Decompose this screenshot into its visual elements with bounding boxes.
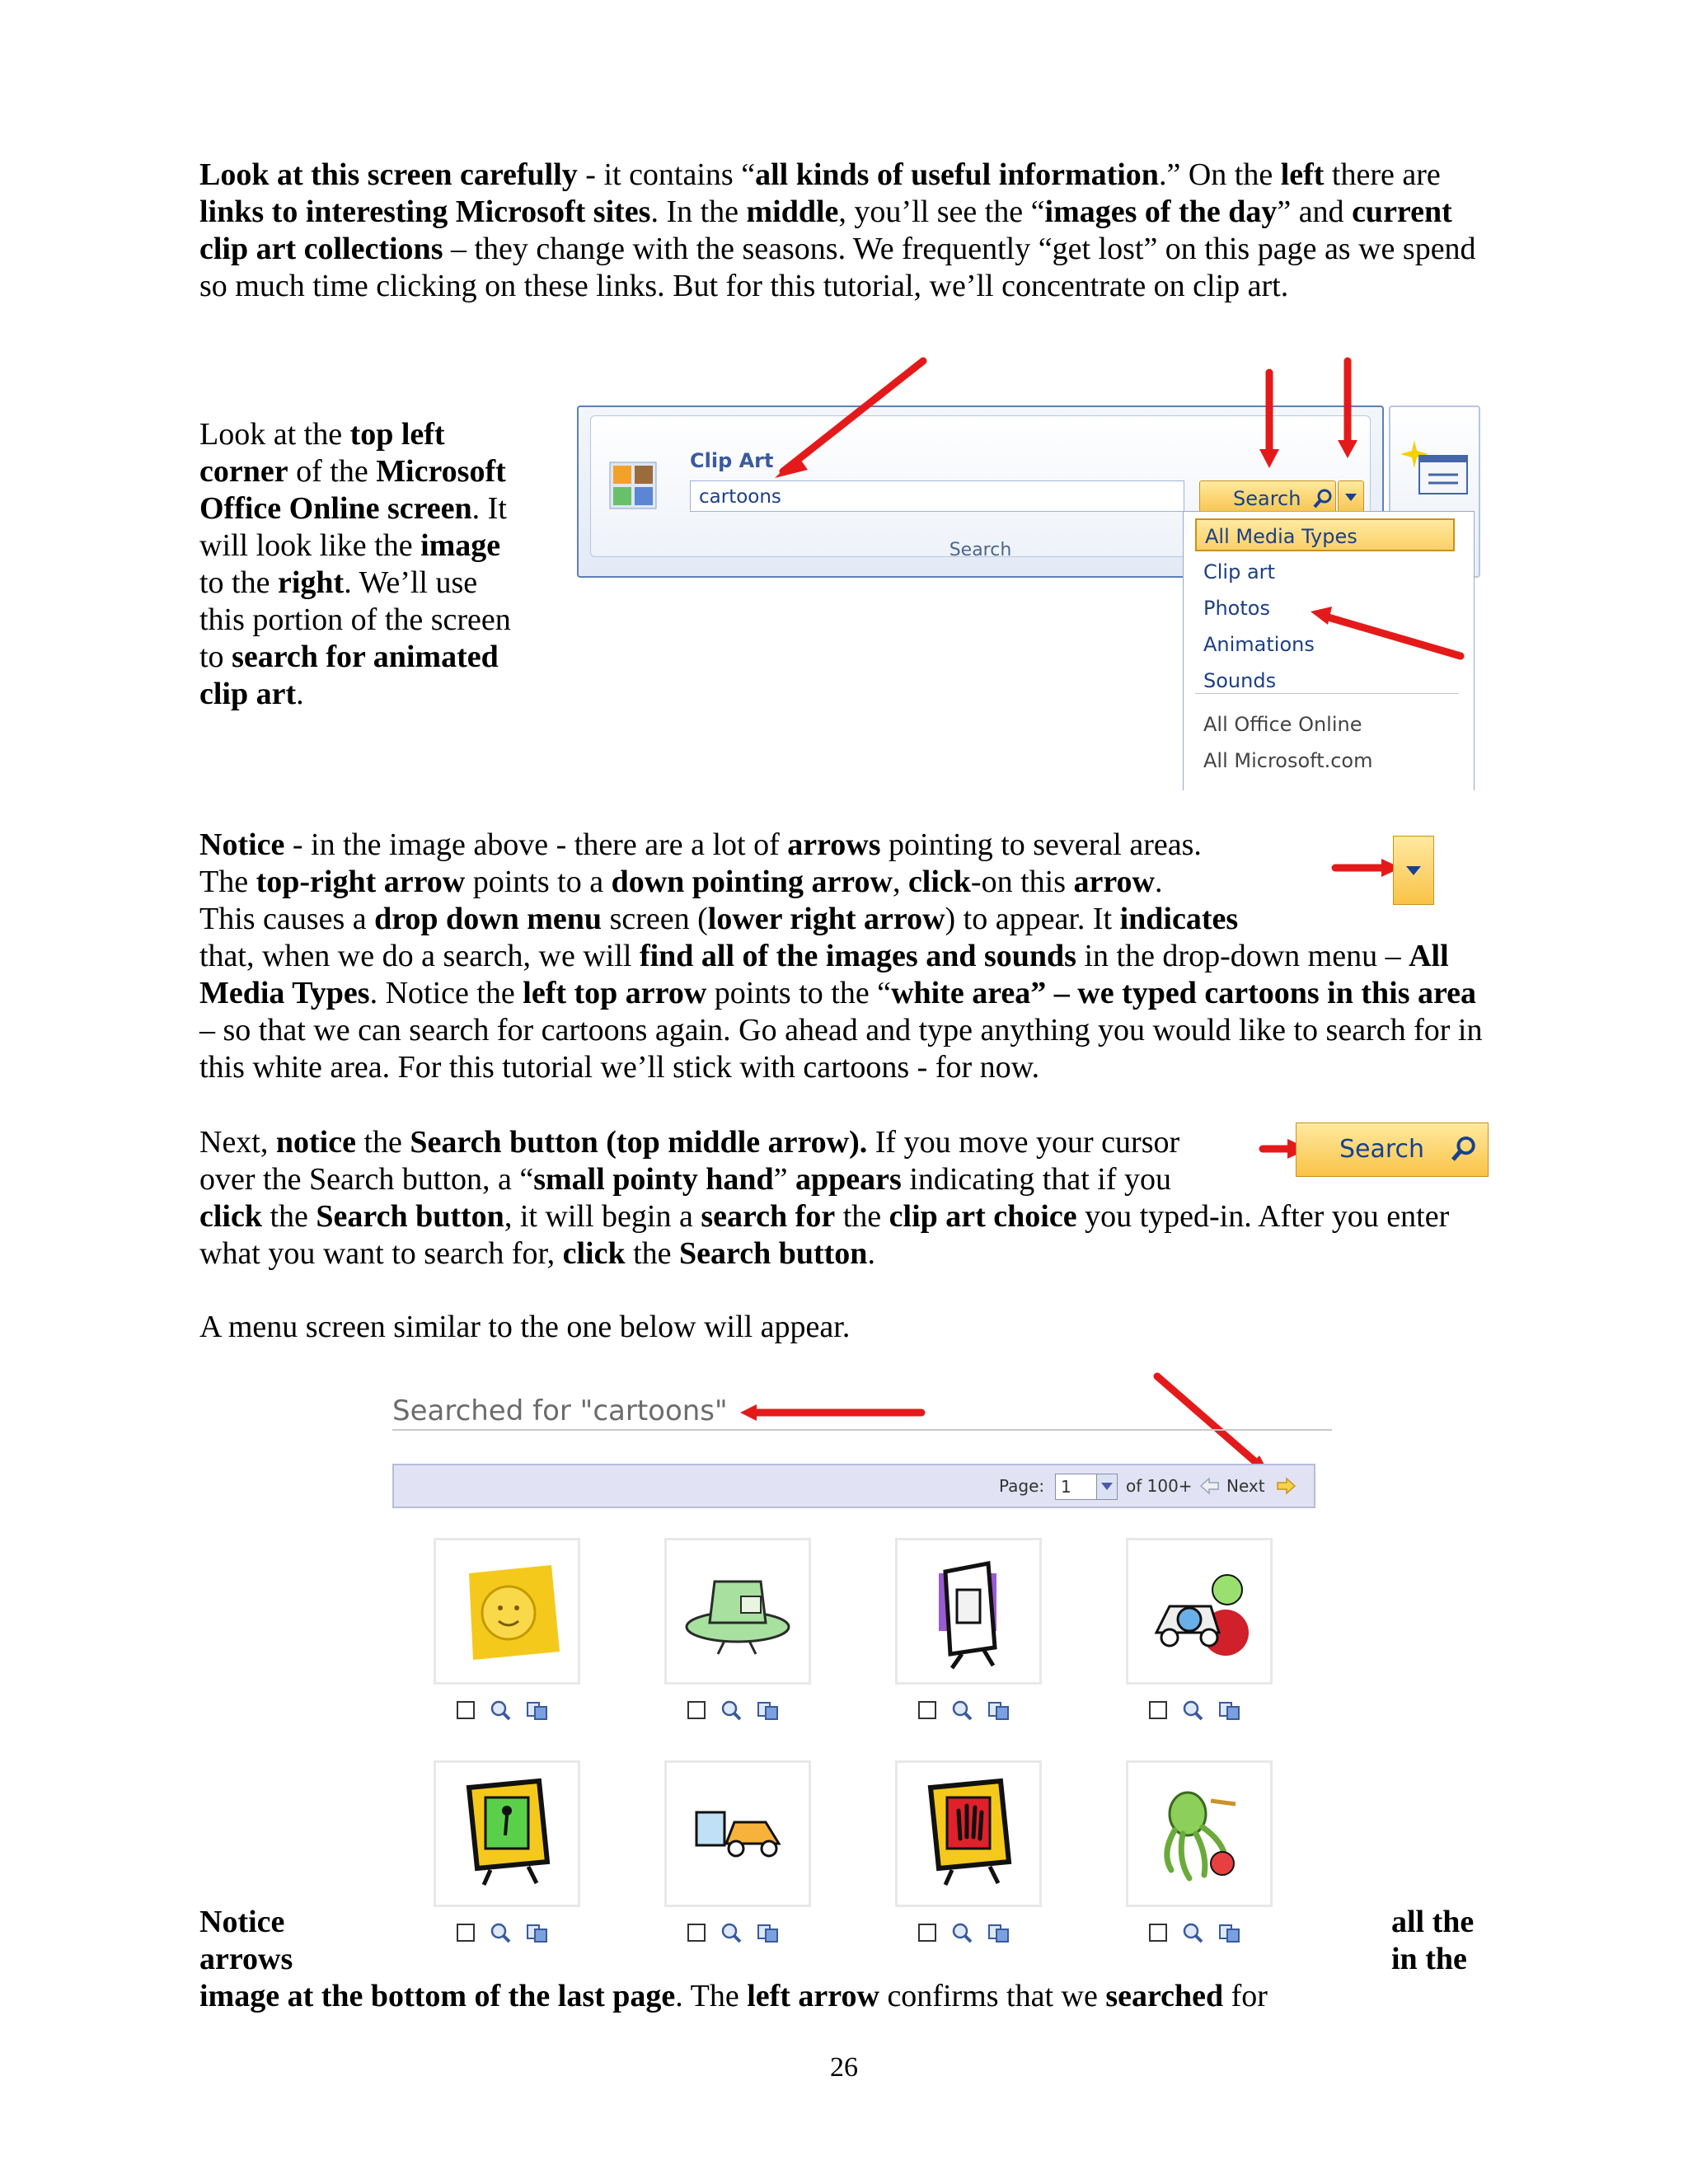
text: over the Search button, a “ [199, 1162, 534, 1197]
thumbnail-actions [457, 1698, 564, 1722]
text: that, when we do a search, we will [199, 939, 640, 973]
select-checkbox[interactable] [457, 1701, 475, 1719]
text: . In the [650, 194, 747, 229]
page-label: Page: [999, 1476, 1045, 1496]
search-button-label: Search [1233, 487, 1301, 510]
text: the [835, 1199, 889, 1234]
thumbnail-actions [918, 1920, 1025, 1945]
text: to the [199, 565, 278, 600]
arrow-to-photos [1311, 607, 1461, 656]
text-bold: image at the bottom of the last page [199, 1979, 676, 2013]
text: – so that we can search for cartoons again. Go ahead and type anything you would like to search for in this white area. For this tutorial we’ll stick with cartoons - for now. [199, 1013, 1483, 1085]
text: pointing to several areas. [880, 827, 1202, 862]
text: ) to appear. It [945, 902, 1120, 936]
text: , [892, 865, 908, 899]
clip-art-thumbnail[interactable] [1126, 1538, 1273, 1685]
title-divider [392, 1429, 1332, 1431]
copy-icon[interactable] [526, 1701, 549, 1721]
text-bold: top-right arrow [256, 865, 466, 899]
searched-for-title: Searched for "cartoons" [392, 1394, 728, 1427]
text: . We’ll use this portion of the screen to [199, 565, 511, 674]
next-link[interactable]: Next [1226, 1476, 1265, 1496]
clip-art-thumbnail[interactable] [434, 1538, 580, 1685]
preview-magnifier-icon[interactable] [490, 1699, 511, 1721]
text-bold: click [199, 1199, 262, 1234]
copy-icon[interactable] [757, 1701, 780, 1721]
text-bold: All Media Types [199, 939, 1449, 1010]
search-input[interactable]: cartoons [690, 480, 1184, 512]
text-bold: ” – we typed cartoons in this area [1030, 976, 1477, 1010]
text-bold: appears [795, 1162, 902, 1197]
final-paragraph-left-part [199, 1904, 293, 1978]
text-bold: left [1280, 157, 1325, 192]
text: Next, [199, 1125, 276, 1160]
arrow-to-white-area [775, 361, 923, 478]
previous-arrow-icon[interactable] [1200, 1477, 1220, 1495]
car-clip-art-icon [1128, 1540, 1270, 1682]
menu-item-all-office-online[interactable]: All Office Online [1203, 713, 1362, 736]
text-bold: all the [1391, 1905, 1475, 1939]
arrow-to-dropdown-button [1338, 361, 1357, 458]
page-number: 26 [830, 2052, 858, 2083]
walk-sign-clip-art-icon [436, 1763, 578, 1905]
text: the [355, 1125, 410, 1160]
thumbnail-actions [457, 1920, 564, 1945]
text-bold: search for animated clip art [199, 640, 499, 711]
text: of the [288, 454, 377, 489]
search-button-paragraph [199, 1124, 1485, 1272]
final-paragraph-continuation [199, 1978, 1485, 2015]
text: you typed-in. After you enter what you want to search for, [199, 1199, 1450, 1271]
thumbnail-actions [1149, 1920, 1256, 1945]
text: for [1223, 1979, 1268, 2013]
text: – they change with the seasons. We frequently “get lost” on this page as we spend so much time clicking on these links. But for this tutorial, we’ll concentrate on clip art. [199, 232, 1476, 303]
text-bold: arrows [787, 827, 881, 862]
chevron-down-icon [1406, 866, 1421, 876]
text-bold: Notice [199, 1905, 285, 1939]
thumbnail-actions [687, 1920, 795, 1945]
text-bold: top left corner [199, 417, 445, 489]
text-bold: left top arrow [523, 976, 707, 1010]
text: the [261, 1199, 316, 1234]
text-bold: arrow [1073, 865, 1155, 899]
copy-icon[interactable] [1218, 1701, 1241, 1721]
select-checkbox[interactable] [1149, 1701, 1167, 1719]
text-bold: lower right arrow [707, 902, 945, 936]
select-checkbox[interactable] [687, 1924, 706, 1942]
text-bold: clip art choice [889, 1199, 1077, 1234]
text: . [296, 677, 304, 711]
text-bold: drop down menu [374, 902, 603, 936]
clip-art-title: Clip Art [690, 449, 774, 472]
page-select-arrow[interactable] [1096, 1474, 1117, 1499]
text: points to the “ [706, 976, 892, 1010]
text: - it contains “ [577, 157, 756, 192]
text: ” [773, 1162, 796, 1197]
text-bold: left arrow [747, 1979, 879, 2013]
text: in the drop-down menu – [1076, 939, 1409, 973]
text-bold: down pointing arrow [611, 865, 893, 899]
preview-magnifier-icon[interactable] [720, 1699, 742, 1721]
preview-magnifier-icon[interactable] [1182, 1699, 1203, 1721]
text: If you move your cursor [867, 1125, 1180, 1160]
select-checkbox[interactable] [687, 1701, 706, 1719]
text-bold: Search button [679, 1236, 868, 1271]
text-bold: image [420, 528, 501, 563]
text: confirms that we [879, 1979, 1106, 2013]
text: , it will begin a [504, 1199, 701, 1234]
text: - in the image above - there are a lot of [284, 827, 788, 862]
text: ” and [1277, 194, 1353, 229]
menu-item-all-microsoft-com[interactable]: All Microsoft.com [1203, 749, 1373, 772]
page-select-value: 1 [1061, 1477, 1071, 1497]
pagination-bar [392, 1464, 1315, 1508]
text: screen ( [602, 902, 708, 936]
text: . The [675, 1979, 748, 2013]
text-bold: Notice [199, 827, 285, 862]
text-bold: Search button (top middle arrow). [410, 1125, 868, 1160]
text: . [867, 1236, 875, 1271]
text: .” On the [1158, 157, 1281, 192]
copy-icon[interactable] [526, 1924, 549, 1943]
next-arrow-icon[interactable] [1276, 1477, 1296, 1495]
chevron-down-icon [1101, 1483, 1113, 1491]
text-bold: images of the day [1044, 194, 1278, 229]
select-checkbox[interactable] [1149, 1924, 1167, 1942]
clip-art-thumbnail[interactable] [664, 1760, 811, 1907]
clip-art-thumbnail[interactable] [895, 1760, 1042, 1907]
select-checkbox[interactable] [918, 1924, 936, 1942]
text: Look at the [199, 417, 350, 452]
text: indicating that if you [901, 1162, 1171, 1197]
preview-magnifier-icon[interactable] [490, 1922, 511, 1943]
text: -on this [970, 865, 1074, 899]
sun-clip-art-icon [436, 1540, 578, 1682]
preview-magnifier-icon[interactable] [951, 1699, 973, 1721]
text-bold: small pointy hand [533, 1162, 774, 1197]
clip-art-thumbnail[interactable] [1126, 1760, 1273, 1907]
menu-screen-paragraph [199, 1309, 1485, 1346]
text: . [1154, 865, 1163, 899]
text-bold: searched [1105, 1979, 1224, 2013]
final-paragraph-right-part [1391, 1904, 1474, 1978]
text-bold: middle [746, 194, 839, 229]
text: , you’ll see the “ [838, 194, 1045, 229]
clip-art-thumbnail[interactable] [895, 1538, 1042, 1685]
select-checkbox[interactable] [457, 1924, 475, 1942]
search-icon [1450, 1135, 1478, 1163]
menu-item-animations[interactable]: Animations [1203, 633, 1315, 656]
select-checkbox[interactable] [918, 1701, 936, 1719]
search-results-screenshot [392, 1386, 1325, 1963]
copy-icon[interactable] [987, 1701, 1010, 1721]
copy-icon[interactable] [757, 1924, 780, 1943]
text-bold: white area [891, 976, 1031, 1010]
menu-item-sounds[interactable]: Sounds [1203, 669, 1277, 692]
gas-pump-clip-art-icon [898, 1540, 1039, 1682]
text-bold: Microsoft Office Online screen [199, 454, 506, 526]
text-bold: current clip art collections [199, 194, 1452, 266]
page-select[interactable] [1055, 1474, 1118, 1500]
arrow-to-search-button [1259, 373, 1279, 468]
text-bold: click [907, 865, 971, 899]
notice-arrows-paragraph [199, 827, 1485, 1086]
text-bold: notice [275, 1125, 356, 1160]
copy-icon[interactable] [1218, 1924, 1241, 1943]
hat-clip-art-icon [667, 1540, 809, 1682]
text-bold: in the [1391, 1942, 1467, 1976]
menu-item-clip-art[interactable]: Clip art [1203, 560, 1275, 583]
text-bold: Look at this screen carefully [199, 157, 578, 192]
thumbnail-actions [687, 1698, 795, 1722]
copy-icon[interactable] [987, 1924, 1010, 1943]
text: This causes a [199, 902, 375, 936]
search-button-thumbnail [1296, 1122, 1489, 1177]
text: the [625, 1236, 680, 1271]
dropdown-button-thumbnail [1393, 836, 1434, 905]
text-bold: indicates [1119, 902, 1239, 936]
text: A menu screen similar to the one below will appear. [199, 1310, 851, 1344]
preview-magnifier-icon[interactable] [951, 1922, 973, 1943]
preview-magnifier-icon[interactable] [1182, 1922, 1203, 1943]
thumbnail-actions [918, 1698, 1025, 1722]
octopus-band-clip-art-icon [1128, 1763, 1270, 1905]
clip-art-thumbnail[interactable] [434, 1760, 580, 1907]
text-bold: arrows [199, 1942, 293, 1976]
text-bold: links to interesting Microsoft sites [199, 194, 651, 229]
text-bold: search for [701, 1199, 836, 1234]
search-button-thumbnail-label: Search [1339, 1135, 1425, 1164]
preview-magnifier-icon[interactable] [720, 1922, 742, 1943]
stop-hand-clip-art-icon [898, 1763, 1039, 1905]
text-bold: right [277, 565, 345, 600]
text: points to a [465, 865, 612, 899]
text: The [199, 865, 256, 899]
text-bold: find all of the images and sounds [639, 939, 1076, 973]
menu-item-all-media-types[interactable]: All Media Types [1195, 518, 1455, 551]
text-bold: all kinds of useful information [755, 157, 1159, 192]
menu-item-photos[interactable]: Photos [1203, 597, 1270, 620]
text: . It will look like the [199, 491, 507, 563]
thumbnail-actions [1149, 1698, 1256, 1722]
clip-art-thumbnail[interactable] [664, 1538, 811, 1685]
gas-car-clip-art-icon [667, 1763, 809, 1905]
text-bold: Search button [316, 1199, 504, 1234]
text: there are [1324, 157, 1441, 192]
search-caption: Search [949, 540, 1012, 560]
text: . Notice the [369, 976, 523, 1010]
page-count: of 100+ [1126, 1476, 1193, 1496]
text-bold: click [562, 1236, 626, 1271]
